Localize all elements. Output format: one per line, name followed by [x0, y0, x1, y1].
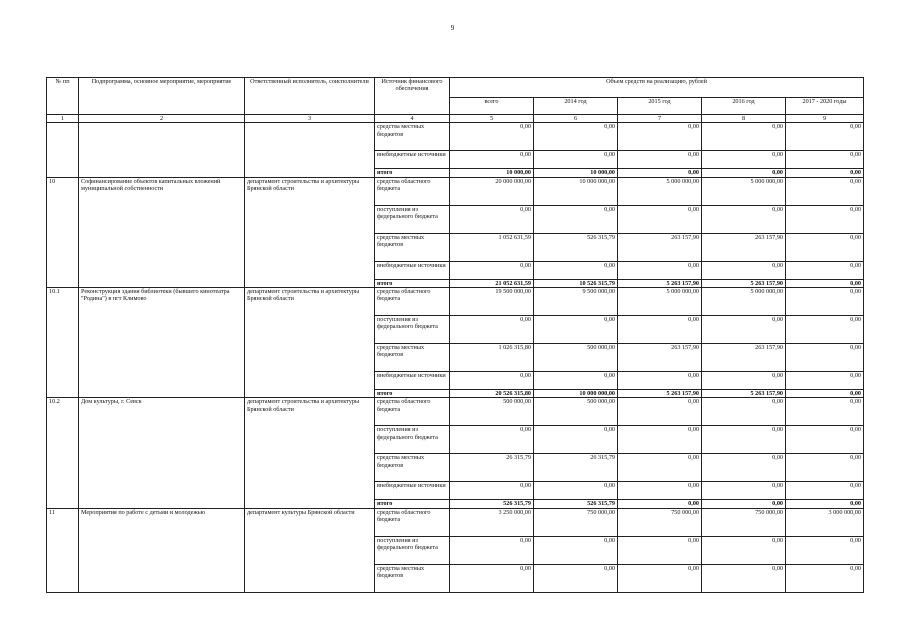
header-source: Источник финансового обеспечения: [375, 78, 450, 115]
row-value: 0,00: [618, 564, 702, 592]
row-value: 0,00: [786, 261, 864, 279]
row-value: 5 000 000,00: [702, 177, 786, 205]
row-value: 0,00: [702, 371, 786, 389]
row-value: 0,00: [534, 482, 618, 500]
row-source: средства местных бюджетов: [375, 454, 450, 482]
row-value: 0,00: [786, 343, 864, 371]
row-executor: [245, 123, 375, 177]
row-value: 0,00: [786, 151, 864, 169]
row-value: 0,00: [450, 315, 534, 343]
row-value: 0,00: [702, 500, 786, 508]
row-value: 3 000 000,00: [786, 508, 864, 536]
row-value: 0,00: [618, 261, 702, 279]
row-value: 0,00: [786, 536, 864, 564]
row-value: 19 500 000,00: [450, 287, 534, 315]
row-number: 10.2: [47, 398, 79, 508]
row-value: 0,00: [450, 261, 534, 279]
table-row: [47, 398, 864, 426]
row-value: 0,00: [786, 564, 864, 592]
row-source: внебюджетные источники: [375, 371, 450, 389]
row-value: 0,00: [450, 564, 534, 592]
row-source: средства местных бюджетов: [375, 123, 450, 151]
row-number: 10: [47, 177, 79, 287]
row-value: 0,00: [702, 169, 786, 177]
row-value: 0,00: [786, 500, 864, 508]
row-source: внебюджетные источники: [375, 151, 450, 169]
row-source: внебюджетные источники: [375, 482, 450, 500]
row-value: 0,00: [450, 151, 534, 169]
row-value: 500 000,00: [534, 343, 618, 371]
row-program-name: Мероприятия по работе с детьми и молодежью: [79, 508, 245, 592]
budget-table: [46, 77, 864, 593]
row-value: 0,00: [534, 426, 618, 454]
row-value: 0,00: [618, 536, 702, 564]
row-value: 0,00: [618, 398, 702, 426]
index-cell: 1: [47, 115, 79, 123]
row-executor: департамент культуры Брянской области: [245, 508, 375, 592]
index-cell: 9: [786, 115, 864, 123]
row-value: 0,00: [786, 371, 864, 389]
row-source: поступления из федерального бюджета: [375, 536, 450, 564]
row-value: 0,00: [786, 482, 864, 500]
row-source: итого: [375, 279, 450, 287]
row-value: 0,00: [450, 371, 534, 389]
row-source: итого: [375, 500, 450, 508]
index-cell: 7: [618, 115, 702, 123]
row-value: 26 315,79: [534, 454, 618, 482]
index-cell: 6: [534, 115, 618, 123]
index-cell: 5: [450, 115, 534, 123]
row-value: 750 000,00: [618, 508, 702, 536]
table-row: [47, 287, 864, 315]
row-value: 526 315,79: [534, 233, 618, 261]
row-source: средства местных бюджетов: [375, 564, 450, 592]
row-value: 500 000,00: [450, 398, 534, 426]
row-value: 0,00: [702, 398, 786, 426]
row-value: 0,00: [534, 261, 618, 279]
row-value: 5 000 000,00: [618, 287, 702, 315]
header-num: № пп: [47, 78, 79, 115]
row-value: 20 526 315,80: [450, 389, 534, 397]
row-value: 26 315,79: [450, 454, 534, 482]
row-value: 0,00: [702, 151, 786, 169]
row-executor: департамент строительства и архитектуры Брянской области: [245, 177, 375, 287]
row-program-name: Софинансирование объектов капитальных вложений муниципальной собственности: [79, 177, 245, 287]
index-cell: 3: [245, 115, 375, 123]
row-value: 750 000,00: [534, 508, 618, 536]
row-value: 0,00: [786, 398, 864, 426]
row-source: средства областного бюджета: [375, 287, 450, 315]
row-value: 0,00: [786, 169, 864, 177]
row-source: средства областного бюджета: [375, 398, 450, 426]
row-source: средства местных бюджетов: [375, 343, 450, 371]
row-value: 10 000 000,00: [534, 389, 618, 397]
header-executor: Ответственный исполнитель, соисполнители: [245, 78, 375, 115]
row-value: 0,00: [786, 123, 864, 151]
row-value: 0,00: [450, 536, 534, 564]
header-volume: Объем средств на реализацию, рублей: [450, 78, 864, 98]
row-value: 0,00: [534, 371, 618, 389]
row-value: 0,00: [534, 123, 618, 151]
header-year-2015: 2015 год: [618, 98, 702, 115]
row-value: 21 052 631,59: [450, 279, 534, 287]
row-value: 5 263 157,90: [702, 389, 786, 397]
row-value: 526 315,79: [534, 500, 618, 508]
row-value: 9 500 000,00: [534, 287, 618, 315]
table-row: [47, 123, 864, 151]
row-value: 5 000 000,00: [618, 177, 702, 205]
row-value: 10 000,00: [450, 169, 534, 177]
row-value: 0,00: [618, 426, 702, 454]
row-value: 0,00: [450, 123, 534, 151]
row-value: 0,00: [618, 371, 702, 389]
row-value: 0,00: [618, 500, 702, 508]
table-row: [47, 508, 864, 536]
row-number: 10.1: [47, 287, 79, 397]
row-value: 0,00: [786, 279, 864, 287]
row-value: 0,00: [786, 205, 864, 233]
row-value: 0,00: [702, 426, 786, 454]
row-value: 0,00: [702, 454, 786, 482]
row-value: 526 315,79: [450, 500, 534, 508]
row-source: итого: [375, 169, 450, 177]
row-program-name: [79, 123, 245, 177]
row-value: 0,00: [450, 205, 534, 233]
row-value: 0,00: [618, 205, 702, 233]
row-value: 0,00: [786, 389, 864, 397]
header-year-2016: 2016 год: [702, 98, 786, 115]
index-cell: 4: [375, 115, 450, 123]
row-value: 0,00: [702, 123, 786, 151]
row-value: 10 000,00: [534, 169, 618, 177]
row-executor: департамент строительства и архитектуры Брянской области: [245, 398, 375, 508]
row-source: средства областного бюджета: [375, 177, 450, 205]
row-program-name: Реконструкция здания библиотеки (бывшего кинотеатра "Родина") в пгт Климово: [79, 287, 245, 397]
row-value: 0,00: [702, 205, 786, 233]
table-row: [47, 177, 864, 205]
row-value: 263 157,90: [618, 343, 702, 371]
row-source: поступления из федерального бюджета: [375, 315, 450, 343]
row-value: 0,00: [618, 123, 702, 151]
row-value: 1 052 631,59: [450, 233, 534, 261]
header-year-total: всего: [450, 98, 534, 115]
row-value: 263 157,90: [618, 233, 702, 261]
row-value: 0,00: [786, 454, 864, 482]
header-program: Подпрограмма, основное мероприятие, мероприятие: [79, 78, 245, 115]
row-value: 0,00: [618, 454, 702, 482]
row-source: итого: [375, 389, 450, 397]
row-value: 0,00: [534, 205, 618, 233]
row-value: 5 263 157,90: [702, 279, 786, 287]
row-executor: департамент строительства и архитектуры Брянской области: [245, 287, 375, 397]
row-value: 0,00: [534, 564, 618, 592]
row-source: средства областного бюджета: [375, 508, 450, 536]
row-value: 0,00: [618, 315, 702, 343]
row-value: 0,00: [618, 169, 702, 177]
row-value: 0,00: [786, 315, 864, 343]
row-value: 263 157,90: [702, 343, 786, 371]
row-value: 0,00: [702, 315, 786, 343]
row-value: 1 026 315,80: [450, 343, 534, 371]
page-number: 9: [450, 24, 455, 32]
header-year-2014: 2014 год: [534, 98, 618, 115]
row-value: 3 250 000,00: [450, 508, 534, 536]
row-program-name: Дом культуры, г. Севск: [79, 398, 245, 508]
row-value: 0,00: [786, 177, 864, 205]
row-source: поступления из федерального бюджета: [375, 205, 450, 233]
row-value: 0,00: [534, 536, 618, 564]
index-cell: 8: [702, 115, 786, 123]
row-value: 5 263 157,90: [618, 389, 702, 397]
row-value: 0,00: [702, 536, 786, 564]
row-value: 0,00: [618, 482, 702, 500]
row-value: 0,00: [702, 564, 786, 592]
row-value: 10 000 000,00: [534, 177, 618, 205]
row-value: 0,00: [786, 426, 864, 454]
row-value: 263 157,90: [702, 233, 786, 261]
row-value: 0,00: [450, 426, 534, 454]
row-number: [47, 123, 79, 177]
row-source: поступления из федерального бюджета: [375, 426, 450, 454]
row-value: 0,00: [450, 482, 534, 500]
row-value: 10 526 315,79: [534, 279, 618, 287]
row-source: средства местных бюджетов: [375, 233, 450, 261]
row-value: 5 263 157,90: [618, 279, 702, 287]
row-value: 0,00: [702, 482, 786, 500]
row-value: 5 000 000,00: [702, 287, 786, 315]
row-value: 0,00: [786, 233, 864, 261]
row-source: внебюджетные источники: [375, 261, 450, 279]
row-value: 750 000,00: [702, 508, 786, 536]
row-value: 0,00: [786, 287, 864, 315]
row-value: 0,00: [618, 151, 702, 169]
row-value: 0,00: [534, 315, 618, 343]
header-year-2017-2020: 2017 - 2020 годы: [786, 98, 864, 115]
row-value: 0,00: [534, 151, 618, 169]
index-cell: 2: [79, 115, 245, 123]
row-value: 0,00: [702, 261, 786, 279]
row-value: 500 000,00: [534, 398, 618, 426]
row-number: 11: [47, 508, 79, 592]
row-value: 20 000 000,00: [450, 177, 534, 205]
table-body: [47, 123, 864, 592]
